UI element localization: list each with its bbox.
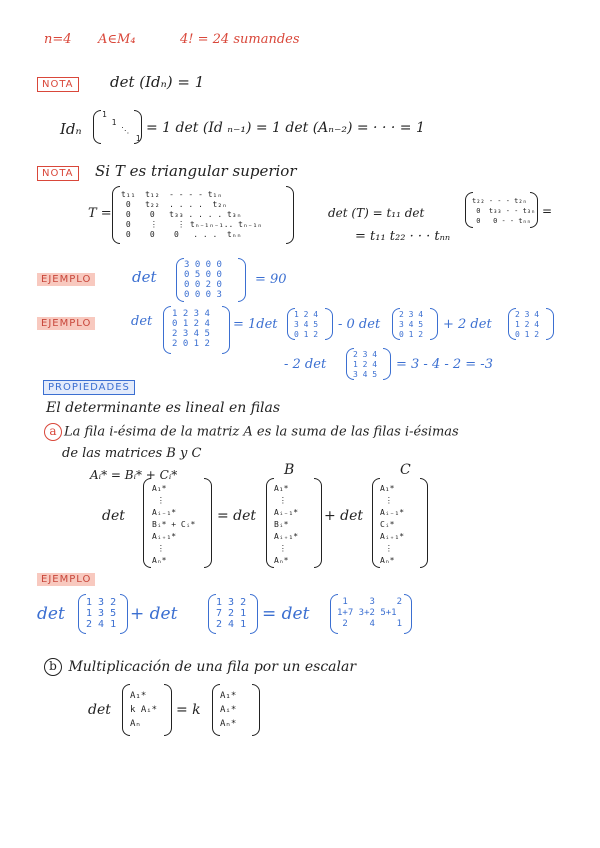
- nota1-paren-right: [134, 110, 142, 144]
- propB-paren-left: [266, 478, 274, 568]
- propC-paren-right: [420, 478, 428, 568]
- ejemplo2-det: det: [131, 314, 153, 329]
- ejemplo1-result: = 90: [255, 272, 287, 287]
- header-set: A∈M₄: [98, 32, 136, 47]
- rows-equation: Aᵢ* = Bᵢ* + Cᵢ*: [90, 468, 178, 482]
- ejemplo2-eq1: = 1det: [233, 317, 278, 332]
- ejemplo3-m1-paren-left: [78, 594, 86, 634]
- ejemplo3-m2: 1 3 2 7 2 1 2 4 1: [216, 597, 247, 630]
- ejemplo2-eq4: - 2 det: [284, 357, 327, 372]
- ejemplo2-paren-left: [163, 306, 171, 354]
- b-eq-k: = k: [176, 702, 201, 718]
- ejemplo2-eq2: - 0 det: [338, 317, 381, 332]
- propiedades-tag: PROPIEDADES: [43, 380, 135, 395]
- ejemplo1-paren-right: [238, 258, 246, 302]
- ejemplo2-m2-paren-right: [430, 308, 438, 340]
- propiedades-a-text2: de las matrices B y C: [62, 446, 202, 461]
- T-matrix: t₁₁ t₁₂ - - - - t₁ₙ 0 t₂₂ . . . . t₂ₙ 0 0 t₃₃ . . . . t₃ₙ 0 ⋮ ⋮ tₙ₋₁ₙ₋₁.. tₙ₋₁ₙ 0 0 0 . . . tₙₙ: [121, 190, 263, 239]
- ejemplo2-matrix: 1 2 3 4 0 1 2 4 2 3 4 5 2 0 1 2: [172, 309, 210, 349]
- ejemplo3-det1: det: [37, 604, 65, 624]
- propC-matrix: A₁* ⋮ Aᵢ₋₁* Cᵢ* Aᵢ₊₁* ⋮ Aₙ*: [380, 484, 405, 565]
- ejemplo3-eq-det: = det: [262, 604, 310, 624]
- b-det: det: [88, 702, 111, 718]
- detT-matrix: t₂₂ - - - t₂ₙ 0 t₃₃ - - t₃ₙ 0 0 - - tₙₙ: [472, 197, 536, 225]
- T-paren-right: [286, 186, 294, 244]
- T-paren-left: [112, 186, 120, 244]
- header-fact: 4! = 24 sumandes: [180, 32, 300, 47]
- propiedades-line1: El determinante es lineal en filas: [46, 400, 281, 416]
- ejemplo2-m1-paren-right: [325, 308, 333, 340]
- propC-paren-left: [372, 478, 380, 568]
- ejemplo3-m3: 1 3 2 1+7 3+2 5+1 2 4 1: [337, 597, 403, 629]
- ejemplo1-matrix: 3 0 0 0 0 5 0 0 0 0 2 0 0 0 0 3: [184, 260, 222, 300]
- b-title: Multiplicación de una fila por un escalar: [68, 659, 357, 675]
- ejemplo2-minor3: 2 3 4 1 2 4 0 1 2: [515, 310, 540, 339]
- b-m1-paren-right: [164, 684, 172, 736]
- b-m2-paren-left: [212, 684, 220, 736]
- nota1-title: det (Idₙ) = 1: [110, 73, 205, 91]
- ejemplo1-tag: EJEMPLO: [37, 273, 95, 286]
- propA-paren-left: [143, 478, 151, 568]
- label-a: a: [44, 423, 62, 441]
- label-C: C: [400, 462, 411, 478]
- ejemplo3-m1: 1 3 2 1 3 5 2 4 1: [86, 597, 117, 630]
- detT-paren-right: [530, 192, 538, 228]
- ejemplo3-m3-paren-right: [404, 594, 412, 634]
- ejemplo3-m2-paren-right: [250, 594, 258, 634]
- nota2-tag: NOTA: [37, 166, 79, 181]
- detT-result: = t₁₁ t₂₂ · · · tₙₙ: [355, 229, 451, 244]
- propA-paren-right: [204, 478, 212, 568]
- ejemplo1-det: det: [132, 268, 157, 286]
- nota-tag: NOTA: [37, 77, 79, 92]
- b-m1-paren-left: [122, 684, 130, 736]
- ejemplo3-m2-paren-left: [208, 594, 216, 634]
- header-n: n=4: [44, 32, 72, 47]
- label-B: B: [284, 462, 295, 478]
- b-m1: A₁* k Aᵢ* Aₙ: [130, 691, 158, 729]
- ejemplo2-minor4: 2 3 4 1 2 4 3 4 5: [353, 350, 378, 379]
- nota2-title: Si T es triangular superior: [95, 162, 297, 180]
- ejemplo2-minor1: 1 2 4 3 4 5 0 1 2: [294, 310, 319, 339]
- propiedades-a-text: La fila i-ésima de la matriz A es la suma de las filas i-ésimas: [64, 424, 459, 440]
- ejemplo2-result: = 3 - 4 - 2 = -3: [396, 357, 493, 372]
- propiedades-a: [44, 423, 459, 441]
- nota1-formula-label: Idₙ: [60, 120, 82, 138]
- prop-plus-det: + det: [324, 508, 364, 524]
- ejemplo2-tag: EJEMPLO: [37, 317, 95, 330]
- ejemplo3-tag: EJEMPLO: [37, 573, 95, 586]
- b-m2-paren-right: [252, 684, 260, 736]
- nota1-identity-matrix: 1 1 ⋱ 1: [102, 110, 141, 143]
- b-m2: A₁* Aᵢ* Aₙ*: [220, 691, 237, 729]
- T-label: T =: [88, 206, 112, 221]
- detT-eq: =: [542, 204, 553, 218]
- ejemplo2-eq3: + 2 det: [443, 317, 492, 332]
- label-b: b: [44, 658, 62, 676]
- nota1-formula-rest: = 1 det (Id ₙ₋₁) = 1 det (Aₙ₋₂) = · · · = 1: [146, 120, 425, 136]
- prop-eq-det: = det: [217, 508, 257, 524]
- ejemplo2-paren-right: [222, 306, 230, 354]
- ejemplo2-m3-paren-right: [546, 308, 554, 340]
- ejemplo3-plus-det: + det: [130, 604, 178, 624]
- propB-matrix: A₁* ⋮ Aᵢ₋₁* Bᵢ* Aᵢ₊₁* ⋮ Aₙ*: [274, 484, 299, 565]
- propB-paren-right: [314, 478, 322, 568]
- b-heading: [44, 658, 356, 676]
- ejemplo2-m4-paren-right: [383, 348, 391, 380]
- detT-label: det (T) = t₁₁ det: [328, 206, 425, 220]
- prop-det-1: det: [102, 508, 125, 524]
- nota1-paren-left: [93, 110, 101, 144]
- ejemplo1-paren-left: [176, 258, 184, 302]
- propA-matrix: A₁* ⋮ Aᵢ₋₁* Bᵢ* + Cᵢ* Aᵢ₊₁* ⋮ Aₙ*: [152, 484, 196, 565]
- ejemplo3-m1-paren-right: [120, 594, 128, 634]
- ejemplo2-minor2: 2 3 4 3 4 5 0 1 2: [399, 310, 424, 339]
